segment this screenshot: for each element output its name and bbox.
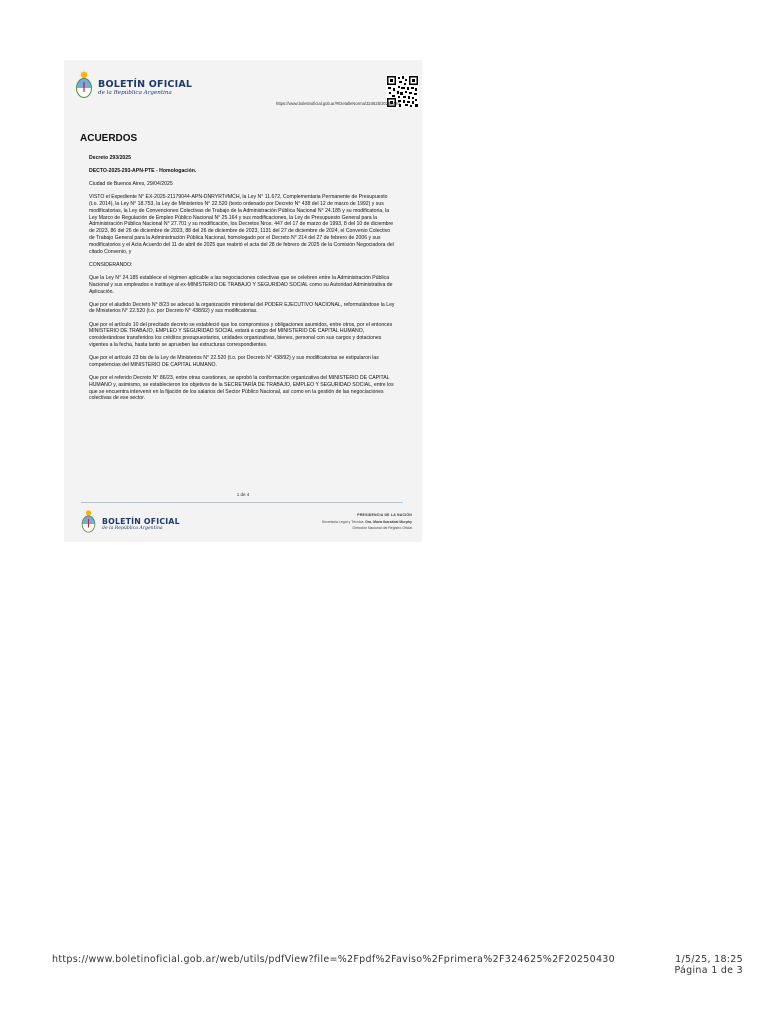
brand-logo — [98, 80, 192, 97]
paragraph: Que por el referido Decreto N° 86/23, entre otras cuestiones, se aprobó la conformación organizativa del MINISTERIO DE CAPITAL HUMANO y, asimismo, se establecieron los objetivos de la SECRETARÍA DE TRABAJO, EMPLEO Y SEGURIDAD SOCIAL, entre los que se encuentra intervenir en la fijación de los salarios del Sector Público Nacional, así como en la gestión de las negociaciones colectivas de ese sector. — [89, 374, 394, 402]
footer-presidency: PRESIDENCIA DE LA NACIÓN — [357, 513, 412, 517]
footer-secretariat — [300, 519, 412, 526]
footer-brand-title: BOLETÍN OFICIAL — [102, 517, 180, 526]
print-url: https://www.boletinoficial.gob.ar/web/utils/pdfView?file=%2Fpdf%2Faviso%2Fprimera%2F324625%2F20250430 — [52, 954, 615, 965]
print-page-number: Página 1 de 3 — [674, 965, 743, 976]
decree-title: Decreto 293/2025 — [89, 155, 132, 161]
pdf-page — [64, 60, 422, 542]
paragraph: Que por el artículo 10 del precitado decreto se estableció que los compromisos y obligaciones asumidos, entre otros, por el entonces MINISTERIO DE TRABAJO, EMPLEO Y SEGURIDAD SOCIAL estará a cargo del MINISTERIO DE CAPITAL HUMANO, considerándose transferidos los créditos presupuestarios, unidades organizativas, bienes, personal con sus cargos y dotaciones vigentes a la fecha, hasta tanto se aprueben las estructuras correspondientes. — [89, 321, 393, 349]
footer-brand-subtitle: de la República Argentina — [102, 526, 163, 531]
footer-direction: Dirección Nacional del Registro Oficial — [352, 526, 412, 531]
section-title: ACUERDOS — [80, 133, 138, 144]
paragraph: Que por el artículo 23 bis de la Ley de Ministerios N° 22.520 (t.o. por Decreto N° 438/92) y sus modificatorias se estipularon las competencias del MINISTERIO DE CAPITAL HUMANO. — [89, 355, 379, 368]
page-indicator: 1 de 4 — [236, 492, 250, 497]
coat-of-arms-icon — [74, 70, 94, 100]
decree-code: DECTO-2025-293-APN-PTE - Homologación. — [89, 168, 197, 175]
place-date: Ciudad de Buenos Aires, 29/04/2025 — [89, 181, 173, 188]
brand-title: BOLETÍN OFICIAL — [98, 79, 193, 90]
footer-brand-logo — [102, 518, 180, 532]
paragraph-visto: VISTO el Expediente N° EX-2025-21179044-APN-DNRYRT#MCH, la Ley N° 11.672, Complementaria Permanente de Presupuesto (t.o. 2014), la Ley N° 18.753, la Ley de Ministerios N° 22.520 (texto ordenado por Decreto N° 438 del 12 de marzo de 1992) y sus modificatorias, la Ley de Convenciones Colectivas de Trabajo de la Administración Pública Nacional N° 24.185 y su modificatoria, la Ley Marco de Regulación de Empleo Público Nacional N° 25.164 y sus modificaciones, la Ley de Presupuesto General para la Administración Pública Nacional N° 27.701 y su modificación, los Decretos Nros. 447 del 17 de marzo de 1993, 8 del 10 de diciembre de 2023, 86 del 26 de diciembre de 2023, 88 del 26 de diciembre de 2023, 1131 del 27 de diciembre de 2024, el Convenio Colectivo de Trabajo General para la Administración Pública Nacional, homologado por el Decreto N° 214 del 27 de febrero de 2006 y sus modificatorios y el Acta Acuerdo del 11 de abril de 2025 que reabrió el acta del 28 de febrero de 2025 de la Comisión Negociadora del citado Convenio, y — [89, 194, 394, 255]
footer-credits — [300, 512, 412, 532]
brand-subtitle: de la República Argentina — [98, 90, 172, 96]
paragraph-considerando: CONSIDERANDO: — [89, 261, 133, 268]
footer-secretary-name: Dra. María Ibarzábal Murphy — [365, 519, 412, 524]
footer-divider — [81, 502, 403, 503]
footer-secretariat-label: Secretaría Legal y Técnica: — [321, 519, 366, 524]
coat-of-arms-icon — [80, 508, 97, 535]
source-url[interactable]: https://www.boletinoficial.gob.ar/#!DetalleNorma/324625/20250430 — [276, 101, 400, 106]
print-meta — [674, 954, 743, 976]
document-body — [89, 155, 397, 409]
print-datetime: 1/5/25, 18:25 — [675, 954, 743, 965]
paragraph: Que por el aludido Decreto N° 8/23 se adecuó la organización ministerial del PODER EJECUTIVO NACIONAL, reformulándose la Ley de Ministerios N° 22.520 (t.o. por Decreto N° 438/92) y sus modificatorias. — [89, 301, 395, 315]
paragraph: Que la Ley N° 24.185 establece el régimen aplicable a las negociaciones colectivas que se celebren entre la Administración Pública Nacional y sus empleados e instituye al ex-MINISTERIO DE TRABAJO Y SEGURIDAD SOCIAL como su Autoridad Administrativa de Aplicación. — [89, 274, 393, 295]
